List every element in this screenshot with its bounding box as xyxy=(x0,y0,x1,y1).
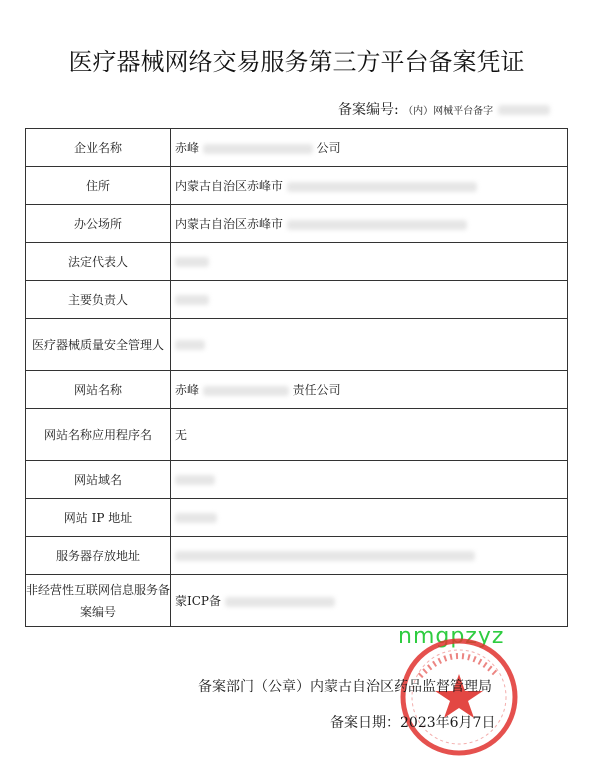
official-seal-icon xyxy=(398,636,520,758)
watermark-text: nmgpzyz xyxy=(398,624,505,649)
redacted-value xyxy=(287,182,477,192)
table-row xyxy=(26,575,568,627)
table-row xyxy=(26,167,568,205)
row-label: 主要负责人 xyxy=(26,281,171,319)
redacted-value xyxy=(175,340,205,350)
row-label: 法定代表人 xyxy=(26,243,171,281)
value-text: 内蒙古自治区赤峰市 xyxy=(175,217,284,231)
row-label: 办公场所 xyxy=(26,205,171,243)
row-label: 网站 IP 地址 xyxy=(26,499,171,537)
table-row xyxy=(26,499,568,537)
redacted-value xyxy=(175,475,215,485)
value-text: 内蒙古自治区赤峰市 xyxy=(175,179,284,193)
table-row xyxy=(26,537,568,575)
value-text: 无 xyxy=(175,428,188,442)
table-row xyxy=(26,319,568,371)
row-label: 网站域名 xyxy=(26,461,171,499)
row-value xyxy=(171,243,568,281)
row-label: 非经营性互联网信息服务备案编号 xyxy=(26,575,171,627)
redacted-value xyxy=(175,295,209,305)
redacted-value xyxy=(175,513,217,523)
page-title: 医疗器械网络交易服务第三方平台备案凭证 xyxy=(68,48,525,76)
value-text: 责任公司 xyxy=(292,383,341,397)
row-value xyxy=(171,461,568,499)
table-row xyxy=(26,371,568,409)
record-number xyxy=(338,99,550,119)
value-text: 蒙ICP备 xyxy=(175,594,221,608)
record-number-label: 备案编号: xyxy=(338,102,399,118)
redacted-value xyxy=(225,597,335,607)
value-text: 赤峰 xyxy=(175,141,200,155)
table-row xyxy=(26,409,568,461)
value-text: 公司 xyxy=(316,141,341,155)
record-number-prefix: （内）网械平台备字 xyxy=(403,106,494,117)
row-value xyxy=(171,575,568,627)
row-label: 网站名称应用程序名 xyxy=(26,409,171,461)
redacted-value xyxy=(203,144,313,154)
row-label: 服务器存放地址 xyxy=(26,537,171,575)
row-value xyxy=(171,129,568,167)
table-row xyxy=(26,129,568,167)
redacted-value xyxy=(287,220,467,230)
row-value xyxy=(171,499,568,537)
record-date: 备案日期：2023年6月7日 xyxy=(330,715,496,731)
redacted-value xyxy=(498,105,550,115)
table-row xyxy=(26,243,568,281)
row-value xyxy=(171,205,568,243)
row-label: 网站名称 xyxy=(26,371,171,409)
issuing-department: 备案部门（公章）内蒙古自治区药品监督管理局 xyxy=(198,679,492,695)
redacted-value xyxy=(203,386,289,396)
row-label: 住所 xyxy=(26,167,171,205)
table-row xyxy=(26,205,568,243)
table-row xyxy=(26,281,568,319)
redacted-value xyxy=(175,257,209,267)
row-label: 企业名称 xyxy=(26,129,171,167)
row-value xyxy=(171,167,568,205)
row-value xyxy=(171,371,568,409)
row-value xyxy=(171,537,568,575)
redacted-value xyxy=(175,551,475,561)
row-value xyxy=(171,319,568,371)
certificate-table xyxy=(25,128,568,627)
row-value xyxy=(171,281,568,319)
value-text: 赤峰 xyxy=(175,383,200,397)
row-label: 医疗器械质量安全管理人 xyxy=(26,319,171,371)
row-value xyxy=(171,409,568,461)
table-row xyxy=(26,461,568,499)
